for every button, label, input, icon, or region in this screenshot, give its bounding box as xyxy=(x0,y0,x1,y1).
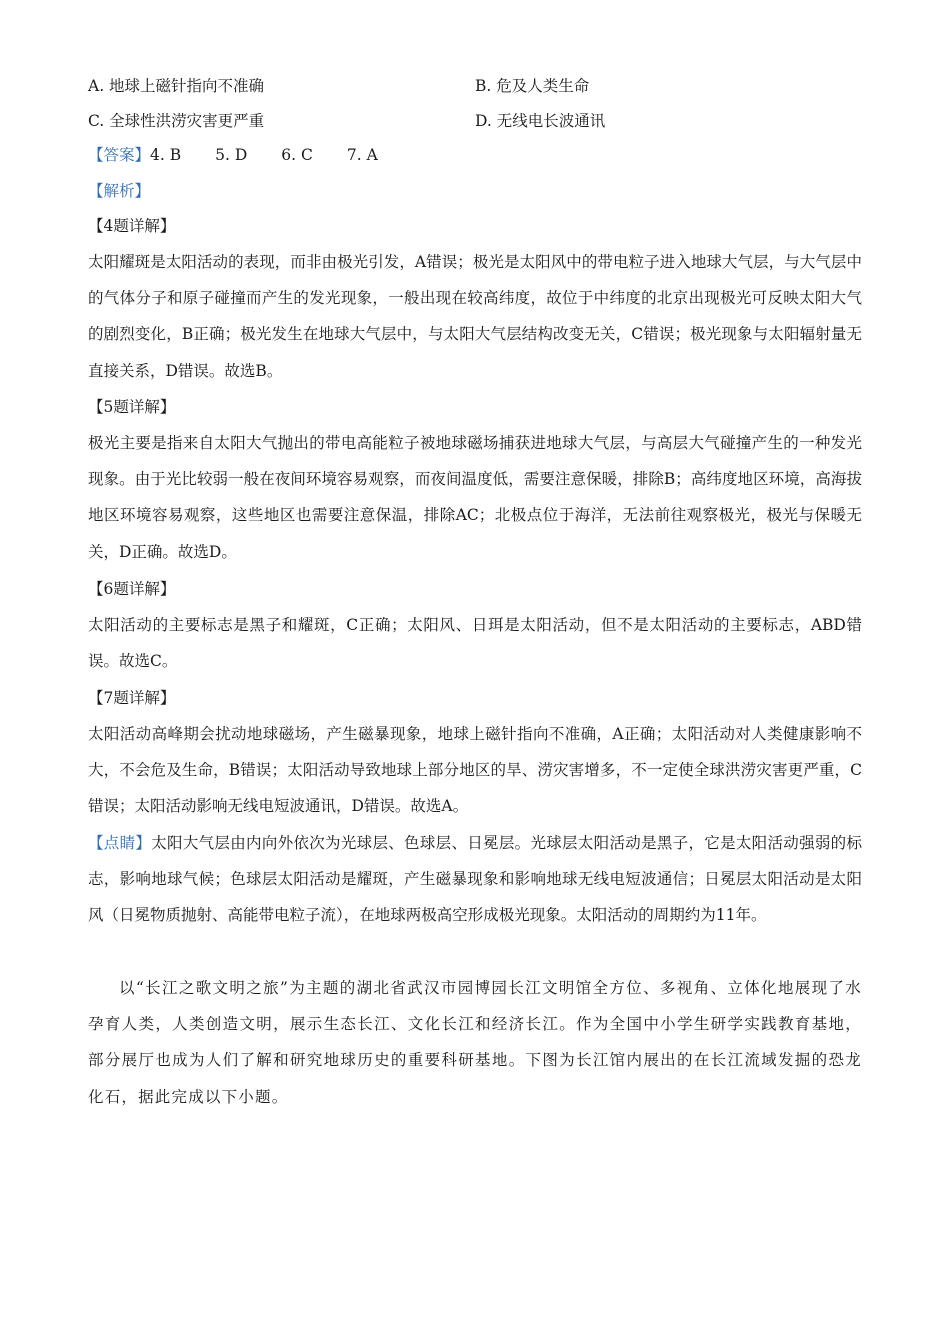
option-d: D. 无线电长波通讯 xyxy=(475,112,606,130)
q4-heading: 【4题详解】 xyxy=(88,217,176,235)
q5-heading: 【5题详解】 xyxy=(88,398,176,416)
answer-item: 6. C xyxy=(281,146,313,164)
tip-label: 【点睛】 xyxy=(88,834,152,852)
q6-explanation: 太阳活动的主要标志是黑子和耀斑，C正确；太阳风、日珥是太阳活动，但不是太阳活动的主要标志，ABD错误。故选C。 xyxy=(88,616,862,671)
q7-heading: 【7题详解】 xyxy=(88,689,176,707)
q6-heading: 【6题详解】 xyxy=(88,580,176,598)
q4-explanation: 太阳耀斑是太阳活动的表现，而非由极光引发，A错误；极光是太阳风中的带电粒子进入地球大气层，与大气层中的气体分子和原子碰撞而产生的发光现象，一般出现在较高纬度，故位于中纬度的北京出现极光可反映太阳大气的剧烈变化，B正确；极光发生在地球大气层中，与太阳大气层结构改变无关，C错误；极光现象与太阳辐射量无直接关系，D错误。故选B。 xyxy=(88,253,862,380)
q5-explanation: 极光主要是指来自太阳大气抛出的带电高能粒子被地球磁场捕获进地球大气层，与高层大气碰撞产生的一种发光现象。由于光比较弱一般在夜间环境容易观察，而夜间温度低，需要注意保暖，排除B；高纬度地区环境，高海拔地区环境容易观察，这些地区也需要注意保温，排除AC；北极点位于海洋，无法前往观察极光，极光与保暖无关，D正确。故选D。 xyxy=(88,434,862,561)
options-row-ab xyxy=(88,71,862,101)
tip-text: 太阳大气层由内向外依次为光球层、色球层、日冕层。光球层太阳活动是黑子，它是太阳活动强弱的标志，影响地球气候；色球层太阳活动是耀斑，产生磁暴现象和影响地球无线电短波通信；日冕层太阳活动是太阳风（日冕物质抛射、高能带电粒子流），在地球两极高空形成极光现象。太阳活动的周期约为11年。 xyxy=(88,834,862,925)
answer-line xyxy=(88,137,862,173)
option-b: B. 危及人类生命 xyxy=(475,77,590,95)
tip-block xyxy=(88,825,862,934)
option-a: A. 地球上磁针指向不准确 xyxy=(88,77,265,95)
answer-label: 【答案】 xyxy=(88,146,151,164)
options-row-cd xyxy=(88,106,862,136)
answer-item: 5. D xyxy=(215,146,248,164)
option-c: C. 全球性洪涝灾害更严重 xyxy=(88,112,265,130)
analysis-label: 【解析】 xyxy=(88,182,151,200)
reading-passage: 以“长江之歌文明之旅”为主题的湖北省武汉市园博园长江文明馆全方位、多视角、立体化地展现了水孕育人类，人类创造文明，展示生态长江、文化长江和经济长江。作为全国中小学生研学实践教育基地，部分展厅也成为人们了解和研究地球历史的重要科研基地。下图为长江馆内展出的在长江流域发掘的恐龙化石，据此完成以下小题。 xyxy=(88,979,862,1106)
answer-item: 4. B xyxy=(150,146,182,164)
q7-explanation: 太阳活动高峰期会扰动地球磁场，产生磁暴现象，地球上磁针指向不准确，A正确；太阳活动对人类健康影响不大，不会危及生命，B错误；太阳活动导致地球上部分地区的旱、涝灾害增多，不一定使全球洪涝灾害更严重，C错误；太阳活动影响无线电短波通讯，D错误。故选A。 xyxy=(88,725,862,816)
answer-item: 7. A xyxy=(346,146,378,164)
